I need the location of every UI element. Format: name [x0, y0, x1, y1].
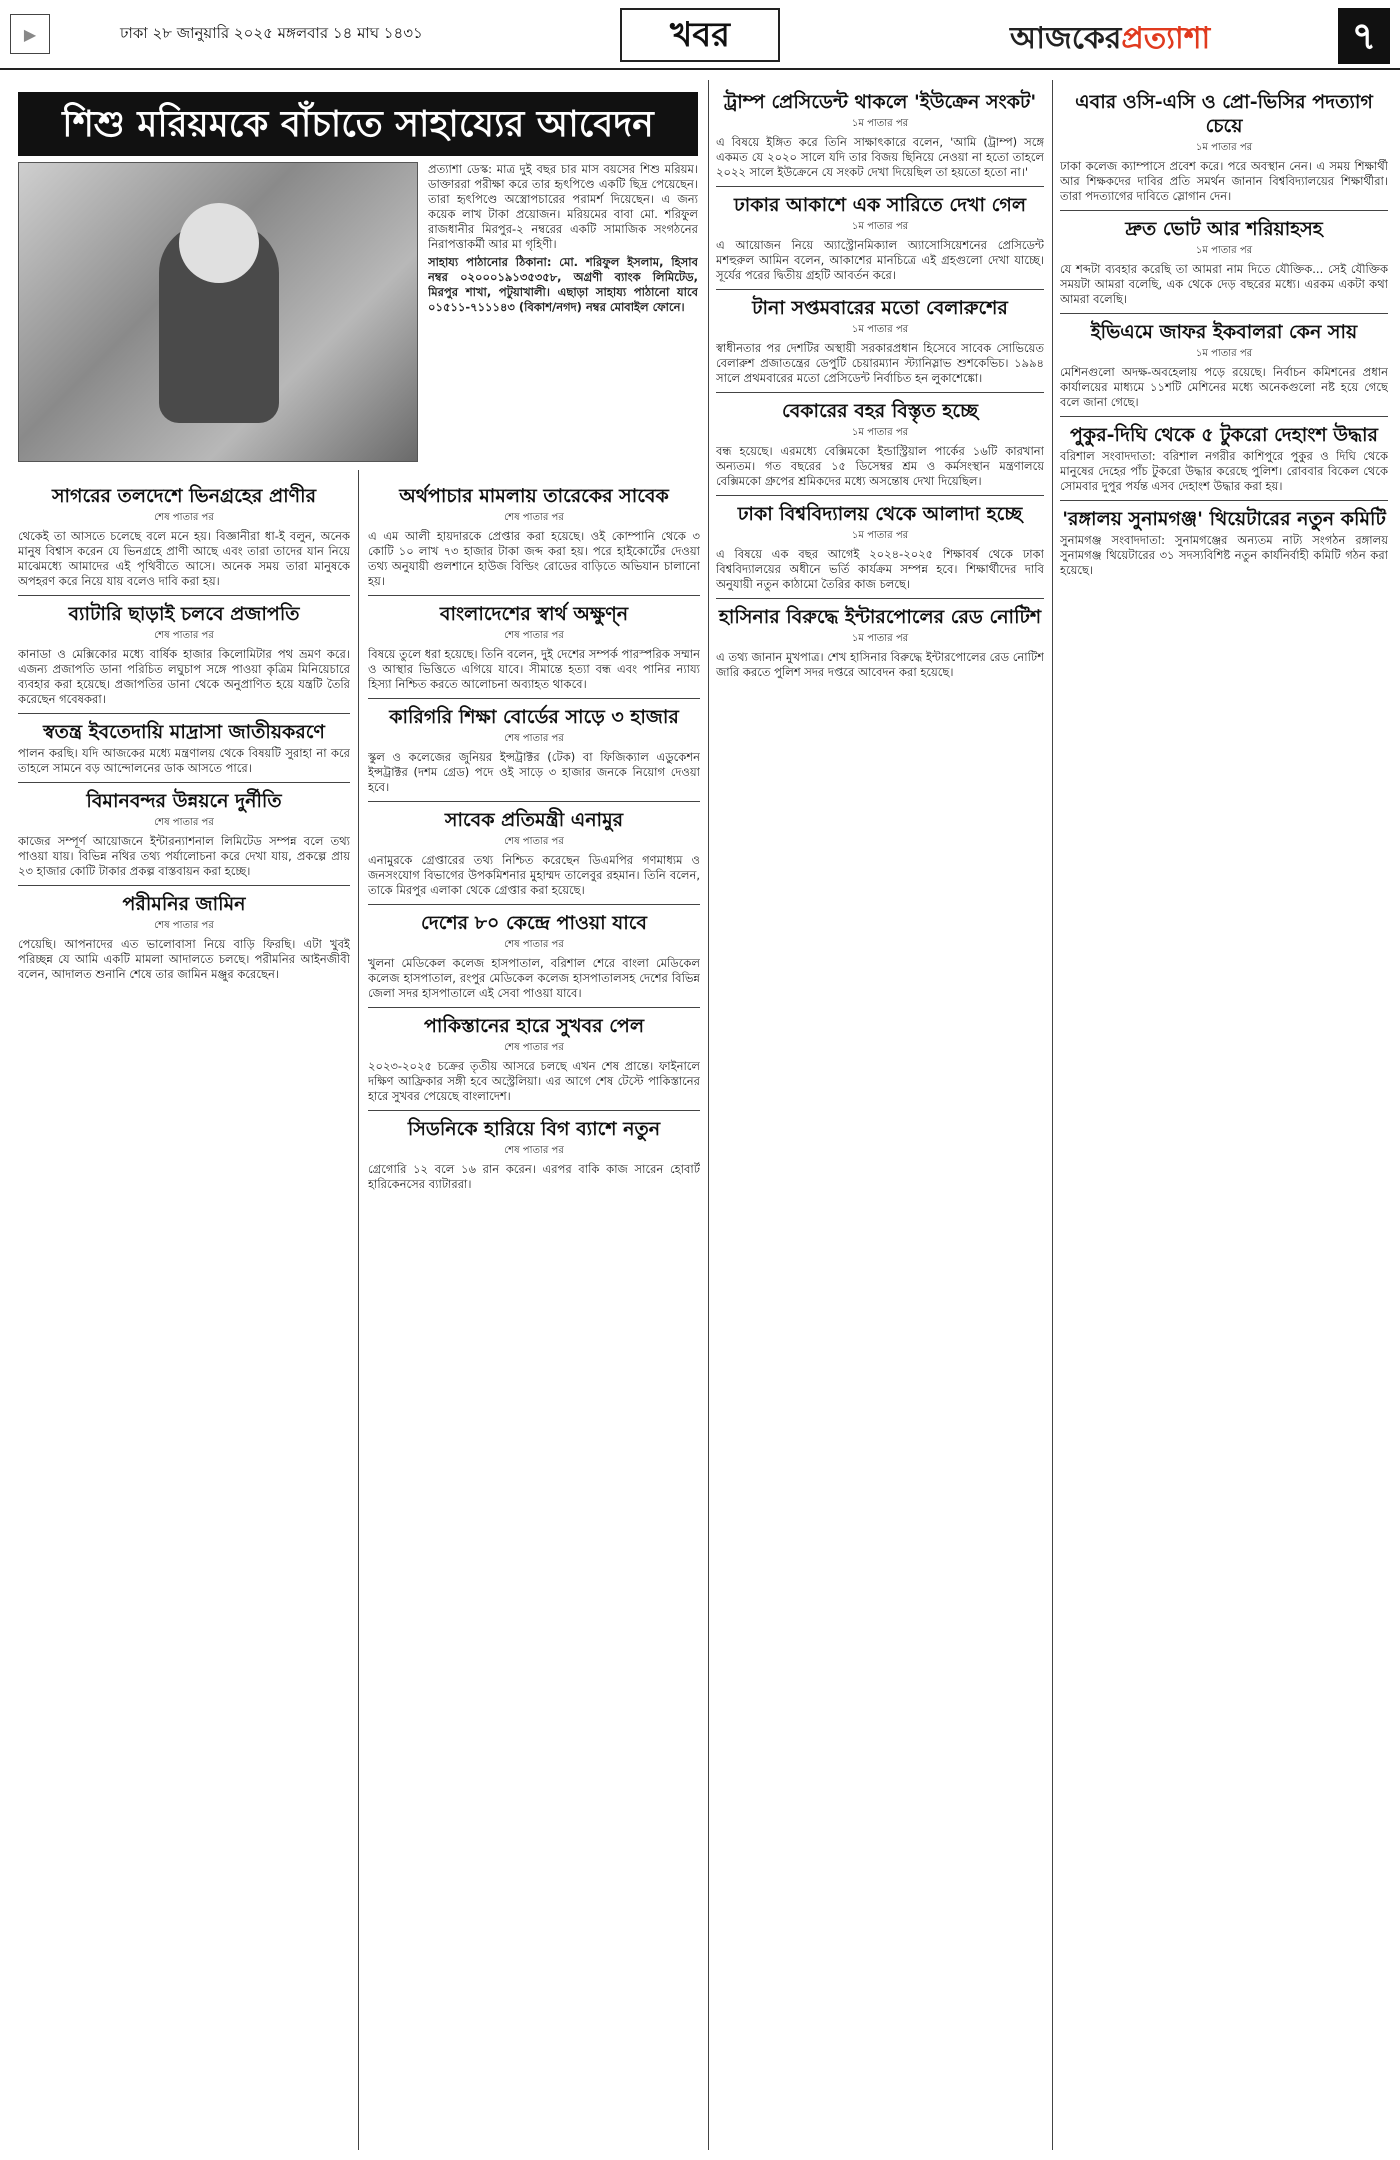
article-jump-line: ১ম পাতার পর	[1195, 245, 1253, 256]
article	[716, 495, 1044, 592]
article-divider	[1060, 416, 1388, 417]
article-headline: পুকুর-দিঘি থেকে ৫ টুকরো দেহাংশ উদ্ধার	[1070, 424, 1378, 446]
article-body: বরিশাল সংবাদদাতা: বরিশাল নগরীর কাশিপুরে পুকুর ও দিঘি থেকে মানুষের দেহের পাঁচ টুকরো উদ্ধার করেছে পুলিশ। রোববার বিকেল থেকে সোমবার দুপুর পর্যন্ত এসব দেহাংশ উদ্ধার করা হয়।	[1060, 449, 1388, 493]
article-headline: এবার ওসি-এসি ও প্রো-ভিসির পদত্যাগ চেয়ে	[1075, 91, 1373, 137]
article-divider	[18, 885, 350, 886]
article-body: স্কুল ও কলেজের জুনিয়র ইন্সট্রাক্টর (টেক) বা ফিজিক্যাল এডুকেশন ইন্সট্রাক্টর (দশম গ্রেড) পদে ওই সাড়ে ৩ হাজার জনকে নিয়োগ দেওয়া হবে।	[368, 750, 700, 794]
article-body: ঢাকা কলেজ ক্যাম্পাসে প্রবেশ করে। পরে অবস্থান নেন। এ সময় শিক্ষার্থী আর শিক্ষকদের দাবির প্রতি সমর্থন জানান বিশ্ববিদ্যালয়ের শিক্ষার্থীরা। তারা পদত্যাগের দাবিতে স্লোগান দেন।	[1060, 159, 1388, 203]
article-headline: দ্রুত ভোট আর শরিয়াহসহ	[1125, 218, 1323, 240]
article-jump-line: শেষ পাতার পর	[504, 630, 564, 641]
masthead	[0, 0, 1400, 70]
child-face	[179, 203, 259, 283]
article-body: এ আয়োজন নিয়ে অ্যাস্ট্রোনমিক্যাল অ্যাসোসিয়েশনের প্রেসিডেন্ট মশহুরুল আমিন বলেন, আকাশের মানচিত্রে এই গ্রহগুলো দেখা যাচ্ছে। সূর্যের পরের দ্বিতীয় গ্রহটি আবর্তন করে।	[716, 238, 1044, 282]
column-1	[18, 478, 350, 2148]
article-jump-line: শেষ পাতার পর	[154, 512, 214, 523]
article-body: মেশিনগুলো অদক্ষ-অবহেলায় পড়ে রয়েছে। নির্বাচন কমিশনের প্রধান কার্যালয়ের মাধ্যমে ১১শটি মেশিনের মধ্যে অনেকগুলো নষ্ট হয়ে গেছে বলে জানা গেছে।	[1060, 365, 1388, 409]
column-rule	[1052, 80, 1053, 2150]
article-jump-line: শেষ পাতার পর	[504, 512, 564, 523]
article-headline: সাগরের তলদেশে ভিনগ্রহের প্রাণীর	[51, 485, 317, 507]
article-divider	[716, 392, 1044, 393]
article-body: সুনামগঞ্জ সংবাদদাতা: সুনামগঞ্জের অন্যতম নাট্য সংগঠন রঙ্গালয় সুনামগঞ্জ থিয়েটারের ৩১ সদস্যবিশিষ্ট নতুন কার্যনির্বাহী কমিটি গঠন করা হয়েছে।	[1060, 533, 1388, 577]
article-jump-line: শেষ পাতার পর	[504, 733, 564, 744]
column-rule	[358, 470, 359, 2150]
article-jump-line: ১ম পাতার পর	[1195, 142, 1253, 153]
article-headline: বেকারের বহর বিস্তৃত হচ্ছে	[781, 400, 978, 422]
article	[1060, 416, 1388, 494]
article	[716, 90, 1044, 180]
article-jump-line: শেষ পাতার পর	[504, 1145, 564, 1156]
article-jump-line: শেষ পাতার পর	[504, 939, 564, 950]
article-jump-line: ১ম পাতার পর	[851, 530, 909, 541]
article-headline: স্বতন্ত্র ইবতেদায়ি মাদ্রাসা জাতীয়করণে	[43, 721, 325, 743]
article-body: ২০২৩-২০২৫ চক্রের তৃতীয় আসরে চলছে এখন শেষ প্রান্তে। ফাইনালে দক্ষিণ আফ্রিকার সঙ্গী হবে অস্ট্রেলিয়া। এর আগে শেষ টেস্টে পাকিস্তানের হারে সুখবর পেয়েছে বাংলাদেশ।	[368, 1059, 700, 1103]
article-headline: ব্যাটারি ছাড়াই চলবে প্রজাপতি	[68, 603, 300, 625]
article-body: খুলনা মেডিকেল কলেজ হাসপাতাল, বরিশাল শেরে বাংলা মেডিকেল কলেজ হাসপাতাল, রংপুর মেডিকেল কলেজ হাসপাতালসহ দেশের বিভিন্ন জেলা সদর হাসপাতালে এই সেবা পাওয়া যাবে।	[368, 956, 700, 1000]
article	[18, 595, 350, 707]
article-divider	[1060, 313, 1388, 314]
article	[716, 598, 1044, 680]
article-divider	[1060, 210, 1388, 211]
article-jump-line: ১ম পাতার পর	[851, 118, 909, 129]
article-divider	[1060, 500, 1388, 501]
article-jump-line: শেষ পাতার পর	[154, 920, 214, 931]
article	[1060, 210, 1388, 307]
article-headline: ইভিএমে জাফর ইকবালরা কেন সায়	[1090, 321, 1358, 343]
column-rule	[708, 80, 709, 2150]
article-headline: পাকিস্তানের হারে সুখবর পেল	[424, 1015, 644, 1037]
brand-logo: আজকেরপ্রত্যাশা	[1010, 21, 1211, 56]
article-headline: বিমানবন্দর উন্নয়নে দুর্নীতি	[86, 790, 282, 812]
article-headline: সাবেক প্রতিমন্ত্রী এনামুর	[444, 809, 624, 831]
dateline: ঢাকা ২৮ জানুয়ারি ২০২৫ মঙ্গলবার ১৪ মাঘ ১৪৩১	[120, 24, 423, 42]
article-body: এ বিষয়ে ইঙ্গিত করে তিনি সাক্ষাৎকারে বলেন, 'আমি (ট্রাম্প) সঙ্গে একমত যে ২০২০ সালে যদি তার বিজয় ছিনিয়ে নেওয়া না হতো তাহলে ২০২২ সালে ইউক্রেনে যে সংকট দেখা দিয়েছিল তা হয়তো হতো না।'	[716, 135, 1044, 179]
lead-body: প্রত্যাশা ডেস্ক: মাত্র দুই বছর চার মাস বয়সের শিশু মরিয়ম। ডাক্তাররা পরীক্ষা করে তার হৃৎপিণ্ডে একটি ছিদ্র পেয়েছেন। তারা হৃৎপিণ্ডে অস্ত্রোপচারের পরামর্শ দিয়েছেন। এ জন্য কয়েক লাখ টাকা প্রয়োজন। মরিয়মের বাবা মো. শরিফুল রাজধানীর মিরপুর-২ নম্বরের একটি সামাজিক সংগঠনের নিরাপত্তাকর্মী আর মা গৃহিণী।	[428, 162, 698, 251]
article	[18, 713, 350, 776]
article-body: এ বিষয়ে এক বছর আগেই ২০২৪-২০২৫ শিক্ষাবর্ষ থেকে ঢাকা বিশ্ববিদ্যালয়ের অধীনে ভর্তি কার্যক্রম সম্পন্ন হবে। শিক্ষার্থীদের দাবি অনুযায়ী নতুন কাঠামো তৈরির কাজ চলছে।	[716, 547, 1044, 591]
article-jump-line: ১ম পাতার পর	[851, 324, 909, 335]
article-divider	[368, 801, 700, 802]
article-headline: সিডনিকে হারিয়ে বিগ ব্যাশে নতুন	[407, 1118, 661, 1140]
article-headline: কারিগরি শিক্ষা বোর্ডের সাড়ে ৩ হাজার	[389, 706, 679, 728]
article	[368, 904, 700, 1001]
article	[368, 484, 700, 589]
article-headline: ঢাকার আকাশে এক সারিতে দেখা গেল	[733, 194, 1026, 216]
article-headline: ঢাকা বিশ্ববিদ্যালয় থেকে আলাদা হচ্ছে	[737, 503, 1023, 525]
article-jump-line: শেষ পাতার পর	[154, 630, 214, 641]
article	[368, 1007, 700, 1104]
article	[716, 289, 1044, 386]
article-headline: ট্রাম্প প্রেসিডেন্ট থাকলে 'ইউক্রেন সংকট'	[723, 91, 1037, 113]
article	[1060, 500, 1388, 578]
page-fold-icon: ▶	[10, 14, 50, 54]
article-body: এ তথ্য জানান মুখপাত্র। শেখ হাসিনার বিরুদ্ধে ইন্টারপোলের রেড নোটিশ জারি করতে পুলিশ সদর দপ্তরে আবেদন করা হয়েছে।	[716, 650, 1044, 679]
article-headline: টানা সপ্তমবারের মতো বেলারুশের	[752, 297, 1008, 319]
article-body: কানাডা ও মেক্সিকোর মধ্যে বার্ষিক হাজার কিলোমিটার পথ ভ্রমণ করে। এজন্য প্রজাপতি ডানা পরিচিত লঘুচাপ সঙ্গে পাওয়া কৃত্রিম মিনিয়েচারে ব্যবহার করা হয়েছে। প্রজাপতির ডানা থেকে অনুপ্রাণিত হয়ে যন্ত্রটি তৈরি করেছেন গবেষকরা।	[18, 647, 350, 706]
article-jump-line: ১ম পাতার পর	[851, 221, 909, 232]
article-jump-line: শেষ পাতার পর	[504, 836, 564, 847]
article-body: বন্ধ হয়েছে। এরমধ্যে বেক্সিমকো ইন্ডাস্ট্রিয়াল পার্কের ১৬টি কারখানা অন্যতম। গত বছরের ১৫ ডিসেম্বর শ্রম ও কর্মসংস্থান মন্ত্রণালয়ে বেক্সিমকো গ্রুপের শ্রমিকদের মধ্যে অসন্তোষ দেখা দিয়েছিল।	[716, 444, 1044, 488]
article	[716, 186, 1044, 283]
article-body: বিষয়ে তুলে ধরা হয়েছে। তিনি বলেন, দুই দেশের সম্পর্ক পারস্পরিক সম্মান ও আস্থার ভিত্তিতে এগিয়ে যাবে। সীমান্তে হত্যা বন্ধ এবং পানির ন্যায্য হিস্যা নিশ্চিত করতে আলোচনা অব্যাহত থাকবে।	[368, 647, 700, 691]
article-divider	[368, 698, 700, 699]
article	[1060, 313, 1388, 410]
article-body: পালন করছি। যদি আজকের মধ্যে মন্ত্রণালয় থেকে বিষয়টি সুরাহা না করে তাহলে সামনে বড় আন্দোলনের ডাক আসতে পারে।	[18, 746, 350, 775]
article	[1060, 90, 1388, 204]
article-divider	[368, 595, 700, 596]
article-jump-line: ১ম পাতার পর	[1195, 348, 1253, 359]
article-divider	[368, 904, 700, 905]
article-headline: হাসিনার বিরুদ্ধে ইন্টারপোলের রেড নোটিশ	[718, 606, 1042, 628]
article	[18, 885, 350, 982]
article	[368, 1110, 700, 1192]
section-title: খবর	[620, 8, 780, 62]
article-headline: বাংলাদেশের স্বার্থ অক্ষুণ্ন	[439, 603, 629, 625]
article-body: এ এম আলী হায়দারকে প্রেপ্তার করা হয়েছে। ওই কোম্পানি থেকে ৩ কোটি ১০ লাখ ৭৩ হাজার টাকা জব্দ করা হয়। পরে হাইকোর্টের দেওয়া তথ্য অনুযায়ী গুলশানে হাউজ বিল্ডিং রোডের বাড়িতে অভিযান চালানো হয়।	[368, 529, 700, 588]
article-jump-line: ১ম পাতার পর	[851, 427, 909, 438]
article	[368, 698, 700, 795]
article-body: যে শব্দটা ব্যবহার করেছি তা আমরা নাম দিতে যৌক্তিক... সেই যৌক্তিক সময়টা আমরা বলেছি, এক থেকে দেড় বছরের মধ্যে। এরকম একটা কথা আমরা বলেছি।	[1060, 262, 1388, 306]
article	[18, 484, 350, 589]
article-headline: পরীমনির জামিন	[122, 893, 246, 915]
article	[368, 801, 700, 898]
article-jump-line: শেষ পাতার পর	[154, 817, 214, 828]
article	[368, 595, 700, 692]
article-divider	[716, 598, 1044, 599]
article-divider	[716, 495, 1044, 496]
article-jump-line: শেষ পাতার পর	[504, 1042, 564, 1053]
article-divider	[716, 186, 1044, 187]
article-body: পেয়েছি। আপনাদের এত ভালোবাসা নিয়ে বাড়ি ফিরছি। এটা খুবই পরিচ্ছন্ন যে আমি একটি মামলা আদালতে চলছে। পরীমনির আইনজীবী বলেন, আদালত শুনানি শেষে তার জামিন মঞ্জুর করেছেন।	[18, 937, 350, 981]
article-headline: 'রঙ্গালয় সুনামগঞ্জ' থিয়েটারের নতুন কমিটি	[1062, 508, 1386, 530]
column-2	[368, 478, 700, 2148]
article	[18, 782, 350, 879]
article-divider	[716, 289, 1044, 290]
article-divider	[368, 1110, 700, 1111]
article-body: কাজের সম্পূর্ণ আয়োজনে ইন্টারন্যাশনাল লিমিটেড সম্পন্ন বলে তথ্য পাওয়া যায়। বিভিন্ন নথির তথ্য পর্যালোচনা করে দেখা যায়, প্রকল্পে প্রায় ২৩ হাজার কোটি টাকার প্রকল্প বাস্তবায়ন করা হচ্ছে।	[18, 834, 350, 878]
column-4	[1060, 84, 1388, 2148]
lead-photo	[18, 162, 418, 462]
article-divider	[18, 782, 350, 783]
page-number: ৭	[1338, 8, 1390, 64]
lead-body-column	[428, 162, 698, 462]
article-divider	[368, 1007, 700, 1008]
article	[716, 392, 1044, 489]
article-jump-line: ১ম পাতার পর	[851, 633, 909, 644]
article-headline: দেশের ৮০ কেন্দ্রে পাওয়া যাবে	[421, 912, 647, 934]
article-body: গ্রেগোরি ১২ বলে ১৬ রান করেন। এরপর বাকি কাজ সারেন হোবার্ট হারিকেনসের ব্যাটাররা।	[368, 1162, 700, 1191]
article-body: এনামুরকে গ্রেপ্তারের তথ্য নিশ্চিত করেছেন ডিএমপির গণমাধ্যম ও জনসংযোগ বিভাগের উপকমিশনার মুহাম্মদ তালেবুর রহমান। তিনি বলেন, তাকে মিরপুর এলাকা থেকে গ্রেপ্তার করা হয়েছে।	[368, 853, 700, 897]
column-3	[716, 84, 1044, 2148]
article-body: স্বাধীনতার পর দেশটির অস্থায়ী সরকারপ্রধান হিসেবে সাবেক সোভিয়েত বেলারুশ প্রজাতন্ত্রের ডেপুটি চেয়ারম্যান স্ট্যানিস্লাভ শুশকেভিচ। ১৯৯৪ সালে প্রথমবারের মতো প্রেসিডেন্ট নির্বাচিত হন লুকাশেঙ্কো।	[716, 341, 1044, 385]
article-divider	[18, 595, 350, 596]
article-divider	[18, 713, 350, 714]
lead-headline: শিশু মরিয়মকে বাঁচাতে সাহায্যের আবেদন	[18, 92, 698, 156]
article-body: থেকেই তা আসতে চলেছে বলে মনে হয়। বিজ্ঞানীরা ধা-ই বলুন, অনেক মানুষ বিশ্বাস করেন যে ভিনগ্রহে প্রাণী আছে এবং তারা তাদের যান নিয়ে মাঝেমধ্যে আমাদের এই পৃথিবীতে আসে। অনেক সময় তারা মানুষকে অপহরণ করে নিয়ে যায় বলেও দাবি করা হয়।	[18, 529, 350, 588]
lead-help: সাহায্য পাঠানোর ঠিকানা: মো. শরিফুল ইসলাম, হিসাব নম্বর ০২০০০১৯১৩৫৩৫৮, অগ্রণী ব্যাংক লিমিটেড, মিরপুর শাখা, পটুয়াখালী। এছাড়া সাহায্য পাঠানো যাবে ০১৫১১-৭১১১৪৩ (বিকাশ/নগদ) নম্বর মোবাইল ফোনে।	[428, 255, 698, 314]
article-headline: অর্থপাচার মামলায় তারেকের সাবেক	[399, 485, 669, 507]
